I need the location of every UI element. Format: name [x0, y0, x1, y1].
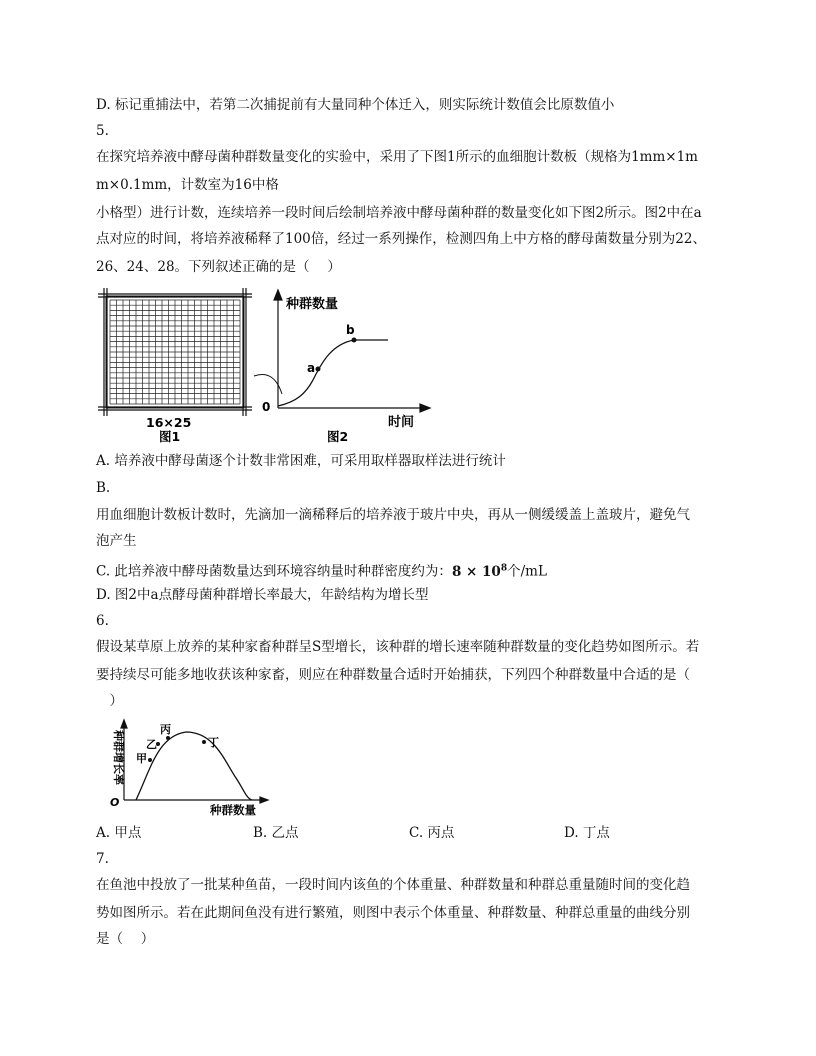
q6-label-jia: 甲 — [136, 752, 147, 765]
q4-option-d: D. 标记重捕法中，若第二次捕捉前有大量同种个体迁入，则实际统计数值会比原数值小 — [96, 97, 615, 113]
q6-stem-line2: 要持续尽可能多地收获该种家畜，则应在种群数量合适时开始捕获，下列四个种群数量中合适的是（ — [96, 667, 690, 683]
q5-option-b-text1: 用血细胞计数板计数时，先滴加一滴稀释后的培养液于玻片中央，再从一侧缓缓盖上盖玻片，避免气 — [96, 507, 690, 523]
fig2-label-b: b — [346, 323, 355, 337]
fig2-point-a — [316, 367, 321, 372]
q6-stem-line3: ） — [96, 693, 123, 709]
q5-stem-line3: 小格型）进行计数，连续培养一段时间后绘制培养液中酵母菌种群的数量变化如下图2所示。图2中在a — [96, 205, 702, 221]
fig2-s-curve — [278, 340, 388, 406]
q5-option-c-formula — [452, 564, 507, 580]
q6-y-label-text: 种群增长率 — [112, 730, 125, 785]
q5-stem-line4: 点对应的时间，将培养液稀释了100倍，经过一系列操作，检测四角上中方格的酵母菌数量分别为22、 — [96, 231, 706, 247]
q5-figures — [96, 284, 446, 446]
q5-stem-line5: 26、24、28。下列叙述正确的是（ ） — [96, 259, 341, 275]
q6-growth-rate-chart — [96, 718, 276, 818]
fig1-caption: 图1 — [159, 429, 181, 444]
q6-option-a: A. 甲点 — [96, 825, 142, 841]
q5-option-c-suffix: 个/mL — [507, 563, 547, 580]
q6-option-c: C. 丙点 — [409, 825, 455, 841]
q5-option-d: D. 图2中a点酵母菌种群增长率最大，年龄结构为增长型 — [96, 587, 429, 603]
q5-stem-line2: m×0.1mm，计数室为16中格 — [96, 177, 279, 193]
fig2-point-b — [352, 338, 357, 343]
q7-stem-line1: 在鱼池中投放了一批某种鱼苗，一段时间内该鱼的个体重量、种群数量和种群总重量随时间的变化趋 — [96, 877, 690, 893]
q6-stem-line1: 假设某草原上放养的某种家畜种群呈S型增长，该种群的增长速率随种群数量的变化趋势如图所示。若 — [96, 639, 700, 655]
q5-option-b-label: B. — [96, 480, 111, 496]
q5-number: 5. — [96, 123, 109, 139]
formula-base: 8 × 10 — [451, 563, 501, 580]
q6-point-bing — [166, 736, 170, 740]
fig2-label-a: a — [307, 361, 316, 375]
q6-label-ding: 丁 — [208, 736, 219, 749]
q5-option-b-text2: 泡产生 — [96, 533, 137, 549]
q7-stem-line2: 势如图所示。若在此期间鱼没有进行繁殖，则图中表示个体重量、种群数量、种群总重量的曲线分别 — [96, 905, 690, 921]
fig2-caption: 图2 — [327, 429, 349, 444]
q6-origin: O — [110, 796, 120, 809]
fig2-origin: 0 — [262, 400, 271, 414]
fig2-x-axis-label: 时间 — [388, 415, 415, 430]
fig2-y-axis-label: 种群数量 — [286, 297, 339, 312]
formula-exponent: 8 — [500, 563, 508, 573]
q7-number: 7. — [96, 851, 109, 867]
q6-point-jia — [148, 758, 152, 762]
q6-number: 6. — [96, 613, 109, 629]
hemocytometer-grid — [98, 288, 252, 416]
q6-label-yi: 乙 — [146, 738, 157, 751]
q6-x-axis-label: 种群数量 — [210, 803, 256, 817]
q5-option-c-prefix: C. 此培养液中酵母菌数量达到环境容纳量时种群密度约为： — [96, 563, 452, 580]
q6-label-bing: 丙 — [160, 723, 171, 736]
q6-y-axis-label — [112, 729, 126, 785]
q5-stem-line1: 在探究培养液中酵母菌种群数量变化的实验中，采用了下图1所示的血细胞计数板（规格为1mm×1m — [96, 149, 698, 165]
q5-option-a: A. 培养液中酵母菌逐个计数非常困难，可采用取样器取样法进行统计 — [96, 453, 506, 469]
q6-point-ding — [202, 740, 206, 744]
q6-option-d: D. 丁点 — [564, 825, 610, 841]
fig1-grid-label: 16×25 — [146, 415, 192, 430]
q5-option-c — [96, 559, 547, 581]
q6-option-b: B. 乙点 — [253, 825, 299, 841]
q7-stem-line3: 是（ ） — [96, 931, 155, 947]
